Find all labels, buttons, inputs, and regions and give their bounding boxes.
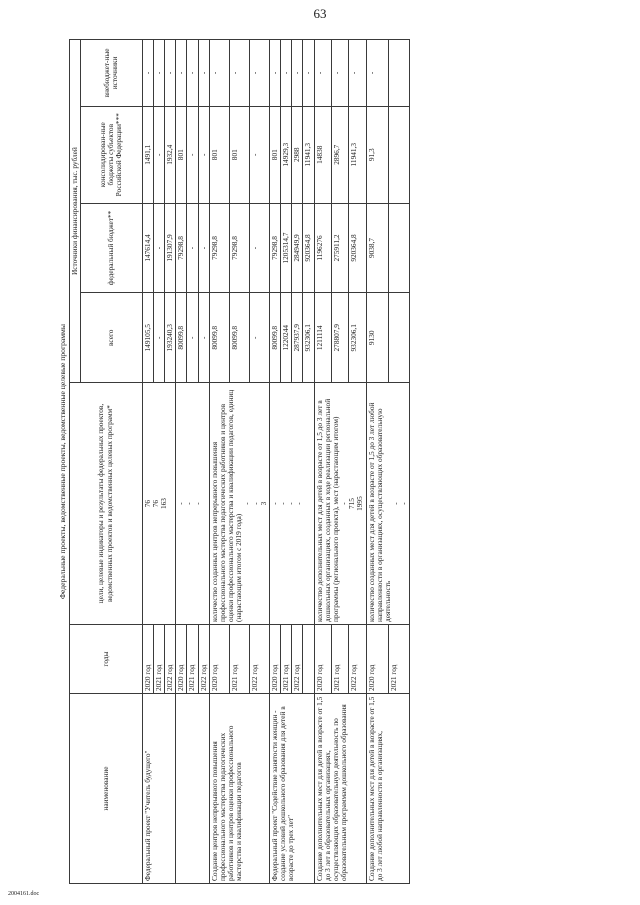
indicator-cell	[209, 383, 269, 625]
amount-fed	[388, 203, 410, 293]
program-name: Федеральный проект "Содействие занятости женщин - создание условий дошкольного образования для детей в возрасте до трех лет"	[269, 694, 314, 884]
year-cell: 2020 год	[366, 624, 388, 693]
year-cell: 2022 год	[349, 624, 366, 693]
amount-fed: 275911,2	[331, 203, 348, 293]
indicator-value: 1995	[355, 496, 365, 511]
indicator-value: -	[269, 502, 279, 505]
year-cell: 2020 год	[176, 624, 187, 693]
amount-reg: 1491,1	[142, 106, 153, 203]
amount-total: 287937,9	[292, 293, 303, 383]
header-goals: цели, целевые индикаторы и результаты федеральных проектов, ведомственных проектов и ведомственных целевых программ*	[69, 383, 142, 625]
indicator-value: -	[294, 502, 304, 505]
rotated-page	[58, 39, 626, 884]
table-row	[314, 40, 331, 884]
year-cell: 2022 год	[165, 624, 176, 693]
program-name: Создание дополнительных мест для детей в возрасте от 1,5 до 3 лет любой направленности в организациях,	[366, 694, 410, 884]
amount-reg: 14929,3	[281, 106, 292, 203]
amount-reg: -	[187, 106, 198, 203]
amount-fed: -	[187, 203, 198, 293]
indicator-value: 715	[347, 498, 357, 510]
year-cell: 2021 год	[281, 624, 292, 693]
amount-total: 932306,1	[349, 293, 366, 383]
amount-total: 193240,3	[165, 293, 176, 383]
header-name: наименование	[69, 694, 142, 884]
indicator-value: -	[391, 502, 401, 505]
year-cell: 2021 год	[187, 624, 198, 693]
amount-total: 9130	[366, 293, 388, 383]
header-years: годы	[69, 624, 142, 693]
indicator-value: 76	[150, 499, 160, 508]
amount-total: 278807,9	[331, 293, 348, 383]
table-row	[209, 40, 229, 884]
amount-reg: 801	[176, 106, 187, 203]
amount-reg: 14838	[314, 106, 331, 203]
amount-reg: 1932,4	[165, 106, 176, 203]
amount-total: 149105,5	[142, 293, 153, 383]
amount-fed: -	[249, 203, 269, 293]
header-total: всего	[80, 293, 142, 383]
amount-fed: 79298,8	[269, 203, 280, 293]
amount-fed: 191307,9	[165, 203, 176, 293]
amount-total: -	[187, 293, 198, 383]
amount-fed: 79298,8	[209, 203, 229, 293]
amount-reg: 91,3	[366, 106, 388, 203]
amount-extra: -	[198, 40, 209, 107]
amount-total: 1220244	[281, 293, 292, 383]
amount-extra: -	[187, 40, 198, 107]
indicator-value: 163	[159, 498, 169, 510]
indicator-value: -	[250, 502, 260, 505]
amount-fed: 920364,8	[349, 203, 366, 293]
table-row	[366, 40, 388, 884]
year-cell: 2021 год	[153, 624, 164, 693]
program-name: Создание дополнительных мест для детей в возрасте от 1,5 до 3 лет в образовательных организациях, осуществляющих образовательную деятельность по образовательным программам дошкольного образования	[314, 694, 366, 884]
amount-extra: -	[249, 40, 269, 107]
table-row	[269, 40, 280, 884]
program-name: Федеральный проект "Учитель будущего"	[142, 694, 176, 884]
amount-reg: 2988	[292, 106, 303, 203]
indicator-value: -	[242, 502, 252, 505]
table-caption: Федеральные проекты, ведомственные проекты, ведомственные целевые программы	[58, 40, 69, 884]
amount-total: 80099,8	[209, 293, 229, 383]
amount-total: -	[153, 293, 164, 383]
program-name: Создание центров непрерывного повышения профессионального мастерства педагогических работников и центров оценки профессионального мастерства и квалификации педагогов	[209, 694, 269, 884]
amount-extra	[388, 40, 410, 107]
amount-total: -	[249, 293, 269, 383]
indicator-value: -	[399, 502, 409, 505]
amount-total: 80099,8	[269, 293, 280, 383]
amount-fed: 920364,8	[303, 203, 314, 293]
amount-total	[388, 293, 410, 383]
indicator-value: 3	[258, 501, 268, 506]
amount-total: 932306,1	[303, 293, 314, 383]
amount-reg	[388, 106, 410, 203]
amount-reg: 11941,3	[303, 106, 314, 203]
year-cell: 2020 год	[142, 624, 153, 693]
amount-fed: 284949,9	[292, 203, 303, 293]
header-extra: внебюджет-ные источники	[80, 40, 142, 107]
amount-reg: 2896,7	[331, 106, 348, 203]
amount-total: 80099,8	[229, 293, 249, 383]
amount-extra: -	[292, 40, 303, 107]
program-table	[58, 39, 410, 884]
amount-fed: 79298,8	[229, 203, 249, 293]
indicator-cell	[176, 383, 210, 625]
year-cell: 2020 год	[209, 624, 229, 693]
indicator-cell	[314, 383, 366, 625]
year-cell: 2021 год	[331, 624, 348, 693]
year-cell: 2021 год	[229, 624, 249, 693]
year-cell: 2021 год	[388, 624, 410, 693]
amount-total: 80099,8	[176, 293, 187, 383]
amount-reg: -	[198, 106, 209, 203]
amount-fed: 147614,4	[142, 203, 153, 293]
indicator-value: -	[192, 502, 202, 505]
indicator-cell	[142, 383, 176, 625]
header-federal: федеральный бюджет**	[80, 203, 142, 293]
amount-extra: -	[281, 40, 292, 107]
indicator-cell	[269, 383, 314, 625]
year-cell: 2022 год	[292, 624, 303, 693]
amount-extra: -	[366, 40, 388, 107]
amount-extra: -	[165, 40, 176, 107]
amount-fed: -	[198, 203, 209, 293]
amount-extra: -	[303, 40, 314, 107]
amount-fed: -	[153, 203, 164, 293]
program-name	[176, 694, 210, 884]
amount-reg: -	[249, 106, 269, 203]
amount-extra: -	[331, 40, 348, 107]
amount-fed: 9038,7	[366, 203, 388, 293]
amount-fed: 79298,8	[176, 203, 187, 293]
indicator-value: -	[339, 502, 349, 505]
indicator-value: -	[278, 502, 288, 505]
indicator-cell	[366, 383, 410, 625]
amount-reg: 11941,3	[349, 106, 366, 203]
amount-extra: -	[229, 40, 249, 107]
indicator-value: 76	[142, 499, 152, 508]
indicator-text: количество созданных центров непрерывного повышения профессионального мастерства педагогических работников и центров оценки профессионального мастерства и квалификации педагогов, единиц (нарастающим итогом с 2019 года)	[209, 389, 244, 622]
amount-extra: -	[142, 40, 153, 107]
amount-total: 1211114	[314, 293, 331, 383]
amount-reg: 801	[269, 106, 280, 203]
indicator-value: -	[184, 502, 194, 505]
header-financing: Источники финансирования, тыс. рублей	[69, 40, 80, 383]
table-row	[142, 40, 153, 884]
page-number: 63	[313, 6, 327, 21]
year-cell: 2020 год	[269, 624, 280, 693]
amount-reg: -	[153, 106, 164, 203]
footer-filename: 2004161.doc	[8, 891, 40, 897]
amount-fed: 1205314,7	[281, 203, 292, 293]
amount-fed: 1196276	[314, 203, 331, 293]
amount-extra: -	[209, 40, 229, 107]
amount-total: -	[198, 293, 209, 383]
year-cell	[303, 624, 314, 693]
amount-extra: -	[153, 40, 164, 107]
amount-extra: -	[269, 40, 280, 107]
year-cell: 2022 год	[198, 624, 209, 693]
table-row	[176, 40, 187, 884]
header-consolidated: консолидирован-ные бюджеты субъектов Российской Федерации***	[80, 106, 142, 203]
indicator-value: -	[176, 502, 186, 505]
amount-reg: 801	[209, 106, 229, 203]
amount-reg: 801	[229, 106, 249, 203]
indicator-text: количество дополнительных мест для детей в возрасте от 1,5 до 3 лет в дошкольных организациях, созданных в ходе реализации региональной программы (регионального проекта), мест (нарастающим итогом)	[314, 398, 340, 622]
indicator-value: -	[286, 502, 296, 505]
indicator-text: количество созданных мест для детей в возрасте от 1,5 до 3 лет любой направленности в организациях, осуществляющих образовательную деятельность	[366, 402, 392, 622]
amount-extra: -	[314, 40, 331, 107]
amount-extra: -	[176, 40, 187, 107]
year-cell: 2022 год	[249, 624, 269, 693]
amount-extra: -	[349, 40, 366, 107]
year-cell: 2020 год	[314, 624, 331, 693]
